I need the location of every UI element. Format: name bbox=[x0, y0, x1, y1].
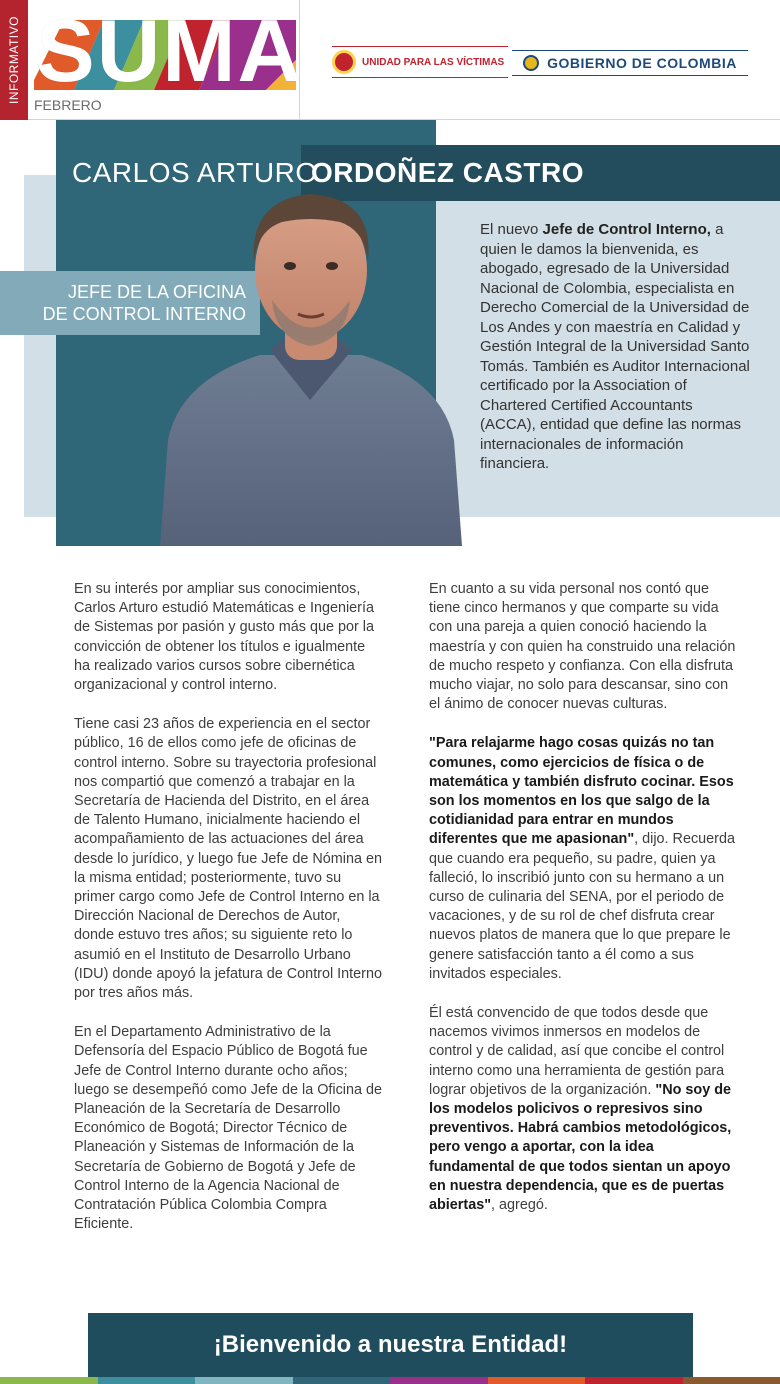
eye-left bbox=[284, 262, 296, 270]
role-line-2: DE CONTROL INTERNO bbox=[42, 304, 246, 324]
stripe-light-teal bbox=[195, 1377, 293, 1384]
stripe-teal bbox=[98, 1377, 196, 1384]
right-quote-2: "No soy de los modelos policivos o represivos sino preventivos. Habrá cambios metodológicos, pero vengo a aportar, con la idea fundamental de que todos sientan un apoyo en nuestra dependencia, que es de puertas abiertas" bbox=[429, 1081, 732, 1214]
issue-month: FEBRERO bbox=[34, 97, 102, 113]
masthead-title: SUMA bbox=[36, 1, 304, 100]
left-paragraph-3: En el Departamento Administrativo de la Defensoría del Espacio Público de Bogotá fue Jefe de Control Interno durante ocho años; luego se desempeñó como Jefe de la Oficina de Planeación de la Secretaría de Desarrollo Económico de Bogotá; Director Técnico de Planeación y Sistemas de Información de la Secretaría de Gobierno de Bogotá y Jefe de Control Interno de la Agencia Nacional de Contratación Pública Colombia Compra Eficiente. bbox=[74, 1024, 382, 1233]
intro-paragraph bbox=[480, 220, 750, 474]
stripe-red bbox=[585, 1377, 683, 1384]
eye-right bbox=[326, 262, 338, 270]
newsletter-header bbox=[0, 0, 780, 120]
right-paragraph-3-post: , agregó. bbox=[491, 1197, 548, 1214]
vertical-strip bbox=[0, 0, 28, 120]
logo-unidad-victimas-text: UNIDAD PARA LAS VÍCTIMAS bbox=[362, 56, 505, 68]
informativo-label: INFORMATIVO bbox=[7, 16, 21, 104]
left-paragraph-2: Tiene casi 23 años de experiencia en el sector público, 16 de ellos como jefe de oficinas de control interno. Sobre su trayectoria profesional nos compartió que comenzó a trabajar en la Secretaría de Hacienda del Distrito, en el área de Talento Humano, inicialmente haciendo el acompañamiento de las actuaciones del área desde lo jurídico, y luego fue Jefe de Nómina en la misma entidad; posteriormente, tuvo su primer cargo como Jefe de Control Interno en la Dirección Nacional de Derechos de Autor, donde estuvo tres años; su siguiente reto lo asumió en el Instituto de Desarrollo Urbano (IDU) donde apoyó la jefatura de Control Interno por tres años más. bbox=[74, 716, 382, 1002]
stripe-brown bbox=[683, 1377, 780, 1384]
right-paragraph-2 bbox=[429, 734, 739, 984]
logo-gobierno-colombia bbox=[512, 50, 748, 76]
left-paragraph-1: En su interés por ampliar sus conocimientos, Carlos Arturo estudió Matemáticas e Ingeniería de Sistemas por pasión y gusto más que por la convicción de obtener los títulos e igualmente ha realizado varios cursos sobre cibernética organizacional y control interno. bbox=[74, 581, 374, 694]
masthead-box bbox=[0, 0, 304, 120]
person-portrait bbox=[150, 190, 472, 546]
footer-color-stripe bbox=[0, 1377, 780, 1384]
right-paragraph-3-pre: Él está convencido de que todos desde que nacemos vivimos inmersos en modelos de control y de calidad, así que concibe el control interno como una herramienta de gestión para lograr objetivos de la organización. bbox=[429, 1005, 725, 1098]
role-line-1: JEFE DE LA OFICINA bbox=[67, 282, 246, 302]
stripe-purple bbox=[390, 1377, 488, 1384]
intro-text-post: a quien le damos la bienvenida, es abogado, egresado de la Universidad Nacional de Colombia, especialista en Derecho Comercial de la Universidad de Los Andes y con maestría en Calidad y Gestión Integral de la Universidad Santo Tomás. También es Auditor Internacional certificado por la Association of Chartered Certified Accountants (ACCA), entidad que define las normas internacionales de información financiera. bbox=[480, 221, 750, 472]
stripe-green bbox=[0, 1377, 98, 1384]
welcome-banner bbox=[88, 1313, 693, 1377]
logos-area bbox=[300, 0, 780, 120]
right-column bbox=[429, 580, 739, 1235]
logo-unidad-victimas bbox=[332, 46, 508, 78]
welcome-banner-text: ¡Bienvenido a nuestra Entidad! bbox=[213, 1331, 568, 1358]
right-paragraph-1: En cuanto a su vida personal nos contó que tiene cinco hermanos y que comparte su vida con una pareja a quien conoció haciendo la maestría y con quien ha construido una relación de mucho respeto y confianza. Con ella disfruta mucho viajar, no solo para descansar, sino con el ánimo de conocer nuevas culturas. bbox=[429, 581, 736, 713]
stripe-dark-teal bbox=[293, 1377, 391, 1384]
intro-bold-title: Jefe de Control Interno, bbox=[542, 221, 711, 238]
left-column bbox=[74, 580, 384, 1255]
right-quote-1: "Para relajarme hago cosas quizás no tan comunes, como ejercicios de física o de matemática y también disfruto cocinar. Esos son los momentos en los que salgo de la cotidianidad para entrar en mundos diferentes que me apasionan" bbox=[429, 735, 734, 848]
intro-text-pre: El nuevo bbox=[480, 221, 543, 238]
person-last-name: ORDOÑEZ CASTRO bbox=[311, 157, 584, 188]
right-paragraph-2-rest: , dijo. Recuerda que cuando era pequeño, su padre, quien ya falleció, lo inscribió junto con su hermano a un curso de culinaria del SENA, por el periodo de vacaciones, y de su rol de chef disfruta crear nuevos platos de manera que lo que prepare le genere satisfacción tanto a él como a sus invitados especiales. bbox=[429, 831, 735, 982]
logo-gobierno-colombia-text: GOBIERNO DE COLOMBIA bbox=[547, 55, 737, 71]
right-paragraph-3 bbox=[429, 1004, 739, 1215]
coat-of-arms-icon bbox=[523, 55, 539, 71]
person-first-name: CARLOS ARTURO bbox=[72, 157, 318, 188]
stripe-orange bbox=[488, 1377, 586, 1384]
seal-icon bbox=[332, 50, 356, 74]
